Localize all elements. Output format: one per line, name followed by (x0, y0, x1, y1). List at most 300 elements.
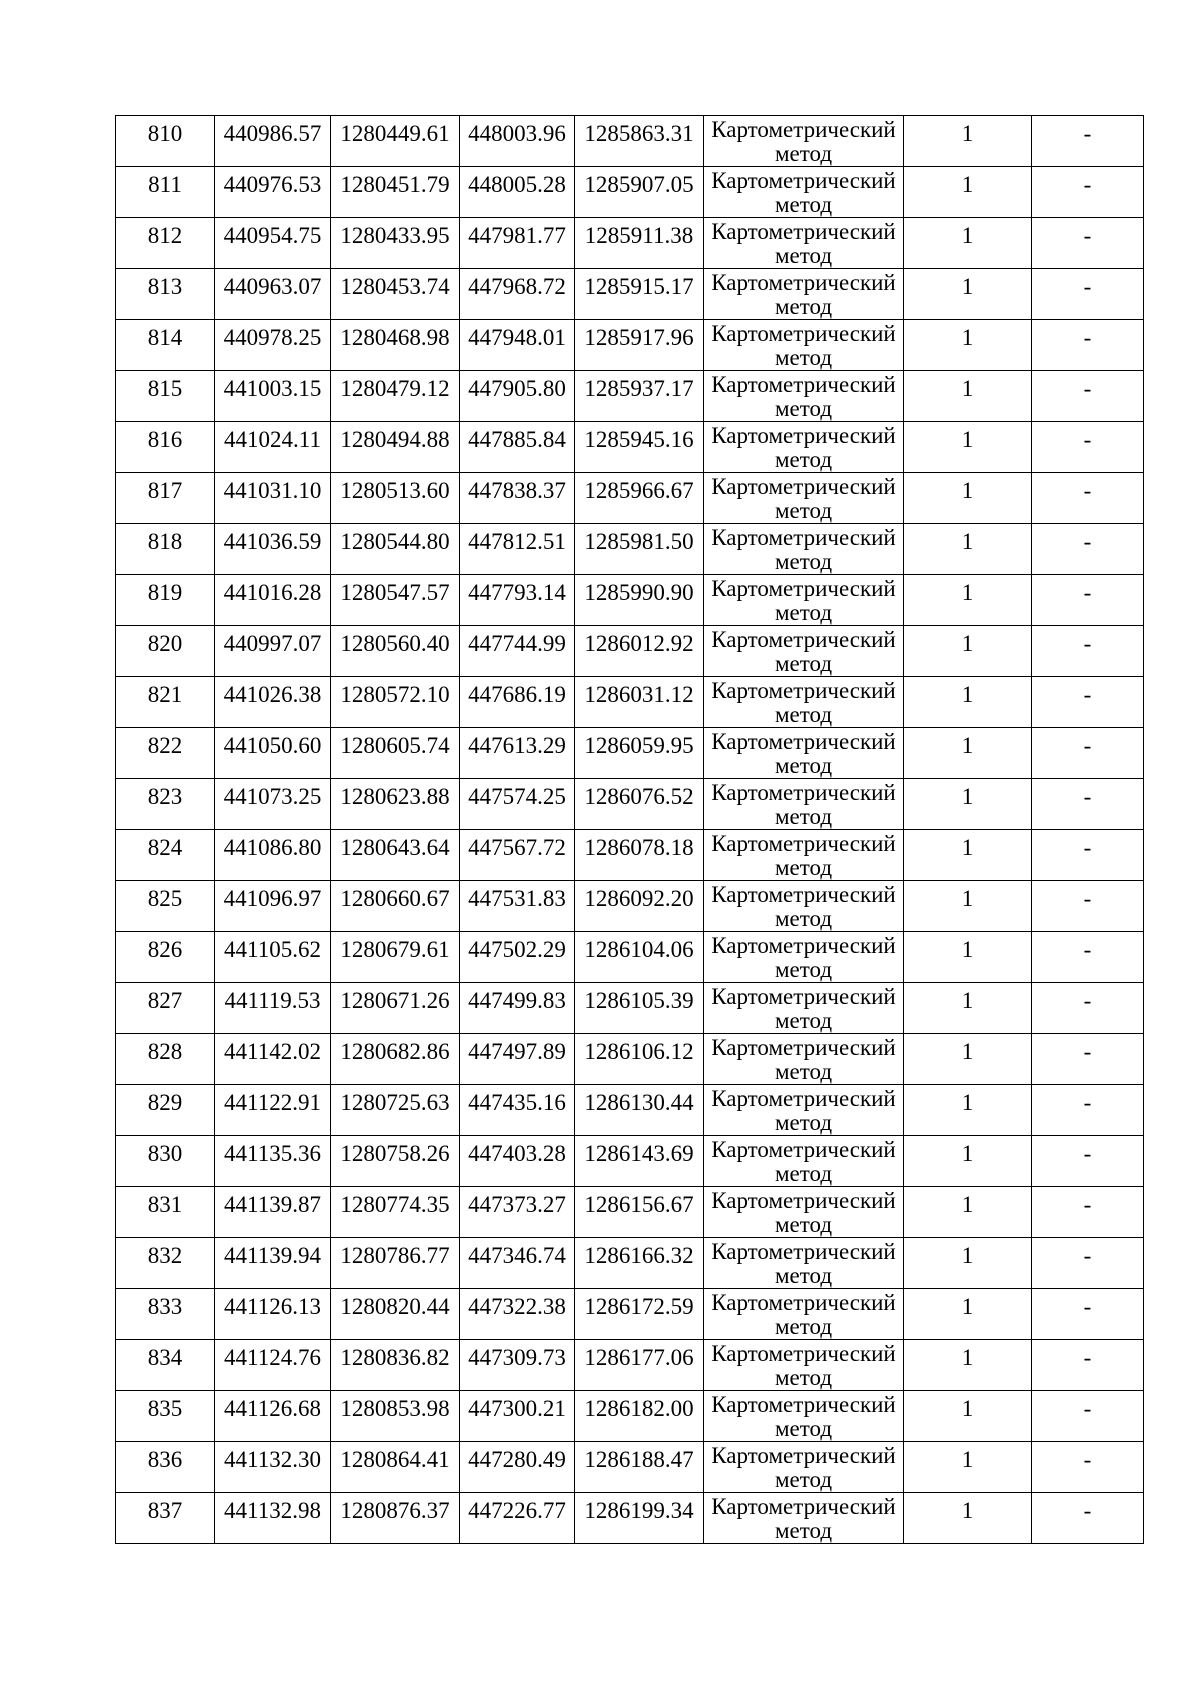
accuracy-cell: 1 (904, 167, 1032, 218)
point-number-cell: 831 (116, 1187, 215, 1238)
method-line-1: Картометрический (711, 1239, 896, 1264)
x-new-cell: 447905.80 (460, 371, 575, 422)
y-new-cell: 1285966.67 (575, 473, 704, 524)
x-new-cell: 447574.25 (460, 779, 575, 830)
table-row (116, 422, 1144, 473)
method-line-1: Картометрический (711, 474, 896, 499)
point-number-cell: 829 (116, 1085, 215, 1136)
accuracy-cell: 1 (904, 779, 1032, 830)
x-new-cell: 447322.38 (460, 1289, 575, 1340)
method-line-1: Картометрический (711, 984, 896, 1009)
y-new-cell: 1286199.34 (575, 1493, 704, 1544)
point-number-cell: 815 (116, 371, 215, 422)
method-line-2: метод (774, 345, 833, 370)
y-old-cell: 1280660.67 (331, 881, 460, 932)
method-line-2: метод (774, 1263, 833, 1288)
method-line-1: Картометрический (711, 1494, 896, 1519)
y-old-cell: 1280671.26 (331, 983, 460, 1034)
accuracy-cell: 1 (904, 1238, 1032, 1289)
table-row (116, 1493, 1144, 1544)
x-new-cell: 447981.77 (460, 218, 575, 269)
coordinates-table (115, 115, 1144, 1544)
x-old-cell: 441016.28 (215, 575, 331, 626)
accuracy-cell: 1 (904, 320, 1032, 371)
accuracy-cell: 1 (904, 422, 1032, 473)
y-old-cell: 1280836.82 (331, 1340, 460, 1391)
point-number-cell: 814 (116, 320, 215, 371)
x-old-cell: 441096.97 (215, 881, 331, 932)
accuracy-cell: 1 (904, 218, 1032, 269)
accuracy-cell: 1 (904, 269, 1032, 320)
method-line-1: Картометрический (711, 321, 896, 346)
method-cell (704, 983, 904, 1034)
x-old-cell: 441031.10 (215, 473, 331, 524)
table-row (116, 677, 1144, 728)
method-cell (704, 1391, 904, 1442)
method-line-1: Картометрический (711, 1290, 896, 1315)
table-row (116, 1238, 1144, 1289)
y-new-cell: 1285917.96 (575, 320, 704, 371)
y-old-cell: 1280864.41 (331, 1442, 460, 1493)
x-old-cell: 441139.87 (215, 1187, 331, 1238)
table-row (116, 1085, 1144, 1136)
accuracy-cell: 1 (904, 575, 1032, 626)
y-new-cell: 1286130.44 (575, 1085, 704, 1136)
method-line-1: Картометрический (711, 576, 896, 601)
x-old-cell: 440963.07 (215, 269, 331, 320)
table-body (116, 116, 1144, 1544)
y-old-cell: 1280494.88 (331, 422, 460, 473)
y-new-cell: 1286092.20 (575, 881, 704, 932)
method-cell (704, 167, 904, 218)
x-old-cell: 441126.68 (215, 1391, 331, 1442)
method-cell (704, 1187, 904, 1238)
x-old-cell: 441105.62 (215, 932, 331, 983)
x-old-cell: 441135.36 (215, 1136, 331, 1187)
x-new-cell: 447300.21 (460, 1391, 575, 1442)
y-new-cell: 1286012.92 (575, 626, 704, 677)
y-new-cell: 1285911.38 (575, 218, 704, 269)
y-new-cell: 1285981.50 (575, 524, 704, 575)
x-old-cell: 441132.98 (215, 1493, 331, 1544)
x-new-cell: 447497.89 (460, 1034, 575, 1085)
method-line-1: Картометрический (711, 780, 896, 805)
x-old-cell: 441050.60 (215, 728, 331, 779)
point-number-cell: 812 (116, 218, 215, 269)
method-cell (704, 1289, 904, 1340)
accuracy-cell: 1 (904, 371, 1032, 422)
x-new-cell: 447885.84 (460, 422, 575, 473)
accuracy-cell: 1 (904, 932, 1032, 983)
method-line-2: метод (774, 753, 833, 778)
method-line-1: Картометрический (711, 729, 896, 754)
y-old-cell: 1280876.37 (331, 1493, 460, 1544)
y-new-cell: 1285907.05 (575, 167, 704, 218)
method-line-2: метод (774, 1467, 833, 1492)
description-cell: - (1032, 473, 1144, 524)
table-row (116, 167, 1144, 218)
x-old-cell: 441139.94 (215, 1238, 331, 1289)
method-cell (704, 1493, 904, 1544)
table-row (116, 830, 1144, 881)
point-number-cell: 811 (116, 167, 215, 218)
table-row (116, 728, 1144, 779)
y-new-cell: 1286172.59 (575, 1289, 704, 1340)
point-number-cell: 835 (116, 1391, 215, 1442)
method-cell (704, 626, 904, 677)
table-row (116, 1340, 1144, 1391)
y-new-cell: 1286105.39 (575, 983, 704, 1034)
accuracy-cell: 1 (904, 1442, 1032, 1493)
method-line-2: метод (774, 1518, 833, 1543)
y-old-cell: 1280572.10 (331, 677, 460, 728)
y-new-cell: 1286078.18 (575, 830, 704, 881)
method-cell (704, 575, 904, 626)
method-line-2: метод (774, 396, 833, 421)
method-cell (704, 371, 904, 422)
description-cell: - (1032, 1238, 1144, 1289)
x-old-cell: 441142.02 (215, 1034, 331, 1085)
accuracy-cell: 1 (904, 983, 1032, 1034)
table-row (116, 626, 1144, 677)
y-new-cell: 1286143.69 (575, 1136, 704, 1187)
x-old-cell: 440986.57 (215, 116, 331, 167)
y-old-cell: 1280479.12 (331, 371, 460, 422)
x-new-cell: 447403.28 (460, 1136, 575, 1187)
description-cell: - (1032, 218, 1144, 269)
description-cell: - (1032, 932, 1144, 983)
table-row (116, 779, 1144, 830)
description-cell: - (1032, 422, 1144, 473)
method-line-1: Картометрический (711, 1188, 896, 1213)
table-row (116, 881, 1144, 932)
table-row (116, 575, 1144, 626)
point-number-cell: 813 (116, 269, 215, 320)
y-new-cell: 1285937.17 (575, 371, 704, 422)
accuracy-cell: 1 (904, 1289, 1032, 1340)
method-cell (704, 116, 904, 167)
table-row (116, 524, 1144, 575)
accuracy-cell: 1 (904, 116, 1032, 167)
accuracy-cell: 1 (904, 677, 1032, 728)
y-old-cell: 1280468.98 (331, 320, 460, 371)
method-line-1: Картометрический (711, 1035, 896, 1060)
method-cell (704, 320, 904, 371)
description-cell: - (1032, 116, 1144, 167)
y-old-cell: 1280544.80 (331, 524, 460, 575)
x-new-cell: 447373.27 (460, 1187, 575, 1238)
method-line-2: метод (774, 1212, 833, 1237)
method-line-2: метод (774, 141, 833, 166)
method-line-1: Картометрический (711, 1392, 896, 1417)
method-line-1: Картометрический (711, 1341, 896, 1366)
x-new-cell: 447686.19 (460, 677, 575, 728)
method-cell (704, 779, 904, 830)
y-new-cell: 1285915.17 (575, 269, 704, 320)
accuracy-cell: 1 (904, 524, 1032, 575)
description-cell: - (1032, 320, 1144, 371)
accuracy-cell: 1 (904, 1187, 1032, 1238)
point-number-cell: 834 (116, 1340, 215, 1391)
description-cell: - (1032, 1442, 1144, 1493)
y-new-cell: 1286059.95 (575, 728, 704, 779)
y-new-cell: 1285990.90 (575, 575, 704, 626)
x-old-cell: 441003.15 (215, 371, 331, 422)
y-new-cell: 1286166.32 (575, 1238, 704, 1289)
method-line-2: метод (774, 549, 833, 574)
point-number-cell: 832 (116, 1238, 215, 1289)
description-cell: - (1032, 269, 1144, 320)
x-new-cell: 447744.99 (460, 626, 575, 677)
table-row (116, 320, 1144, 371)
accuracy-cell: 1 (904, 1136, 1032, 1187)
description-cell: - (1032, 779, 1144, 830)
x-old-cell: 440976.53 (215, 167, 331, 218)
x-old-cell: 440997.07 (215, 626, 331, 677)
x-new-cell: 447531.83 (460, 881, 575, 932)
accuracy-cell: 1 (904, 1034, 1032, 1085)
x-old-cell: 441073.25 (215, 779, 331, 830)
method-cell (704, 1442, 904, 1493)
description-cell: - (1032, 524, 1144, 575)
method-cell (704, 932, 904, 983)
y-new-cell: 1286106.12 (575, 1034, 704, 1085)
x-old-cell: 440954.75 (215, 218, 331, 269)
x-new-cell: 447567.72 (460, 830, 575, 881)
description-cell: - (1032, 167, 1144, 218)
x-new-cell: 447812.51 (460, 524, 575, 575)
description-cell: - (1032, 1289, 1144, 1340)
table-row (116, 371, 1144, 422)
method-cell (704, 422, 904, 473)
x-old-cell: 441026.38 (215, 677, 331, 728)
method-line-2: метод (774, 243, 833, 268)
method-cell (704, 1340, 904, 1391)
description-cell: - (1032, 626, 1144, 677)
accuracy-cell: 1 (904, 1085, 1032, 1136)
point-number-cell: 818 (116, 524, 215, 575)
method-line-1: Картометрический (711, 168, 896, 193)
method-line-2: метод (774, 1110, 833, 1135)
y-new-cell: 1286076.52 (575, 779, 704, 830)
table-row (116, 1136, 1144, 1187)
x-new-cell: 447793.14 (460, 575, 575, 626)
method-cell (704, 1034, 904, 1085)
x-new-cell: 447502.29 (460, 932, 575, 983)
x-old-cell: 441036.59 (215, 524, 331, 575)
method-line-2: метод (774, 702, 833, 727)
x-old-cell: 441119.53 (215, 983, 331, 1034)
y-old-cell: 1280513.60 (331, 473, 460, 524)
method-line-2: метод (774, 600, 833, 625)
method-line-2: метод (774, 1008, 833, 1033)
accuracy-cell: 1 (904, 881, 1032, 932)
x-old-cell: 441126.13 (215, 1289, 331, 1340)
point-number-cell: 821 (116, 677, 215, 728)
point-number-cell: 837 (116, 1493, 215, 1544)
y-new-cell: 1286031.12 (575, 677, 704, 728)
x-old-cell: 441024.11 (215, 422, 331, 473)
description-cell: - (1032, 1034, 1144, 1085)
method-cell (704, 1238, 904, 1289)
method-line-2: метод (774, 1161, 833, 1186)
table-row (116, 473, 1144, 524)
description-cell: - (1032, 830, 1144, 881)
y-old-cell: 1280679.61 (331, 932, 460, 983)
method-line-1: Картометрический (711, 525, 896, 550)
method-line-2: метод (774, 855, 833, 880)
point-number-cell: 836 (116, 1442, 215, 1493)
method-line-1: Картометрический (711, 270, 896, 295)
method-line-2: метод (774, 906, 833, 931)
point-number-cell: 817 (116, 473, 215, 524)
description-cell: - (1032, 677, 1144, 728)
method-line-2: метод (774, 294, 833, 319)
table-row (116, 1187, 1144, 1238)
accuracy-cell: 1 (904, 830, 1032, 881)
table-row (116, 1034, 1144, 1085)
point-number-cell: 826 (116, 932, 215, 983)
method-line-2: метод (774, 1416, 833, 1441)
x-old-cell: 441132.30 (215, 1442, 331, 1493)
method-line-1: Картометрический (711, 831, 896, 856)
method-line-1: Картометрический (711, 882, 896, 907)
method-cell (704, 1136, 904, 1187)
description-cell: - (1032, 881, 1144, 932)
method-line-2: метод (774, 1059, 833, 1084)
method-line-2: метод (774, 804, 833, 829)
point-number-cell: 819 (116, 575, 215, 626)
x-new-cell: 447226.77 (460, 1493, 575, 1544)
table-row (116, 932, 1144, 983)
method-line-2: метод (774, 447, 833, 472)
description-cell: - (1032, 1085, 1144, 1136)
x-old-cell: 440978.25 (215, 320, 331, 371)
table-row (116, 983, 1144, 1034)
description-cell: - (1032, 1493, 1144, 1544)
x-new-cell: 447280.49 (460, 1442, 575, 1493)
y-new-cell: 1286156.67 (575, 1187, 704, 1238)
method-line-1: Картометрический (711, 627, 896, 652)
y-new-cell: 1285945.16 (575, 422, 704, 473)
x-old-cell: 441086.80 (215, 830, 331, 881)
accuracy-cell: 1 (904, 728, 1032, 779)
y-new-cell: 1286188.47 (575, 1442, 704, 1493)
x-new-cell: 447309.73 (460, 1340, 575, 1391)
y-new-cell: 1286104.06 (575, 932, 704, 983)
x-new-cell: 448005.28 (460, 167, 575, 218)
point-number-cell: 830 (116, 1136, 215, 1187)
method-cell (704, 677, 904, 728)
x-new-cell: 447838.37 (460, 473, 575, 524)
method-cell (704, 269, 904, 320)
y-old-cell: 1280453.74 (331, 269, 460, 320)
description-cell: - (1032, 983, 1144, 1034)
table-row (116, 1289, 1144, 1340)
method-line-2: метод (774, 957, 833, 982)
y-old-cell: 1280451.79 (331, 167, 460, 218)
method-line-1: Картометрический (711, 1086, 896, 1111)
y-old-cell: 1280605.74 (331, 728, 460, 779)
x-new-cell: 447968.72 (460, 269, 575, 320)
method-line-2: метод (774, 651, 833, 676)
method-cell (704, 830, 904, 881)
y-old-cell: 1280560.40 (331, 626, 460, 677)
method-line-1: Картометрический (711, 219, 896, 244)
description-cell: - (1032, 1340, 1144, 1391)
method-cell (704, 728, 904, 779)
point-number-cell: 828 (116, 1034, 215, 1085)
y-new-cell: 1285863.31 (575, 116, 704, 167)
y-old-cell: 1280433.95 (331, 218, 460, 269)
method-line-1: Картометрический (711, 678, 896, 703)
method-line-1: Картометрический (711, 1443, 896, 1468)
y-new-cell: 1286182.00 (575, 1391, 704, 1442)
y-old-cell: 1280449.61 (331, 116, 460, 167)
y-old-cell: 1280786.77 (331, 1238, 460, 1289)
x-new-cell: 448003.96 (460, 116, 575, 167)
method-line-1: Картометрический (711, 933, 896, 958)
table-row (116, 116, 1144, 167)
y-new-cell: 1286177.06 (575, 1340, 704, 1391)
y-old-cell: 1280547.57 (331, 575, 460, 626)
method-cell (704, 524, 904, 575)
method-cell (704, 473, 904, 524)
x-old-cell: 441122.91 (215, 1085, 331, 1136)
accuracy-cell: 1 (904, 626, 1032, 677)
method-line-2: метод (774, 192, 833, 217)
x-old-cell: 441124.76 (215, 1340, 331, 1391)
y-old-cell: 1280853.98 (331, 1391, 460, 1442)
y-old-cell: 1280758.26 (331, 1136, 460, 1187)
accuracy-cell: 1 (904, 473, 1032, 524)
x-new-cell: 447613.29 (460, 728, 575, 779)
method-line-1: Картометрический (711, 1137, 896, 1162)
method-line-2: метод (774, 498, 833, 523)
accuracy-cell: 1 (904, 1493, 1032, 1544)
method-cell (704, 1085, 904, 1136)
x-new-cell: 447948.01 (460, 320, 575, 371)
y-old-cell: 1280774.35 (331, 1187, 460, 1238)
method-line-2: метод (774, 1365, 833, 1390)
method-cell (704, 881, 904, 932)
y-old-cell: 1280725.63 (331, 1085, 460, 1136)
table-row (116, 269, 1144, 320)
point-number-cell: 810 (116, 116, 215, 167)
y-old-cell: 1280623.88 (331, 779, 460, 830)
description-cell: - (1032, 1391, 1144, 1442)
point-number-cell: 820 (116, 626, 215, 677)
method-line-2: метод (774, 1314, 833, 1339)
method-cell (704, 218, 904, 269)
point-number-cell: 824 (116, 830, 215, 881)
table-row (116, 1391, 1144, 1442)
y-old-cell: 1280820.44 (331, 1289, 460, 1340)
method-line-1: Картометрический (711, 117, 896, 142)
x-new-cell: 447499.83 (460, 983, 575, 1034)
point-number-cell: 827 (116, 983, 215, 1034)
point-number-cell: 823 (116, 779, 215, 830)
x-new-cell: 447435.16 (460, 1085, 575, 1136)
description-cell: - (1032, 728, 1144, 779)
y-old-cell: 1280682.86 (331, 1034, 460, 1085)
description-cell: - (1032, 1187, 1144, 1238)
table-row (116, 1442, 1144, 1493)
accuracy-cell: 1 (904, 1340, 1032, 1391)
method-line-1: Картометрический (711, 423, 896, 448)
point-number-cell: 816 (116, 422, 215, 473)
description-cell: - (1032, 1136, 1144, 1187)
